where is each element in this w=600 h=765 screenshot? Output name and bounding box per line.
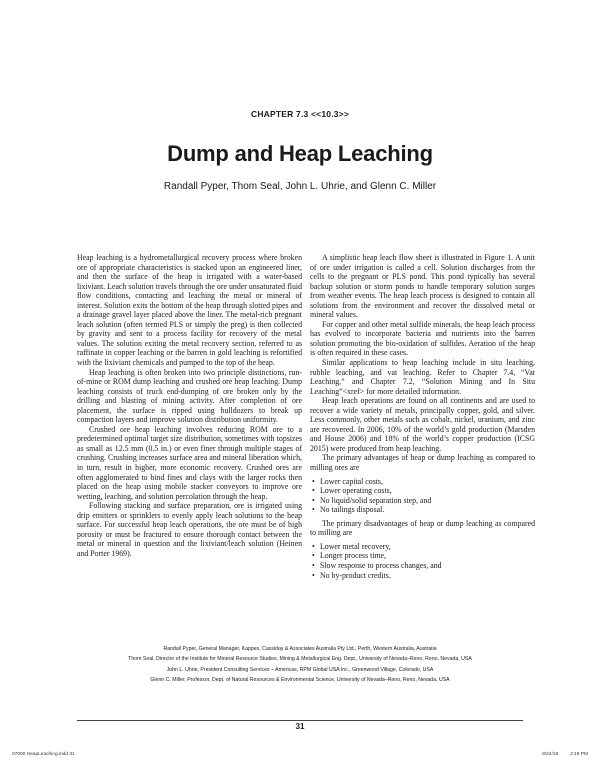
list-item: • Lower capital costs, [310,477,535,487]
right-paragraph-3: Similar applications to heap leaching include in situ leaching, rubble leaching, and vat leaching. Refer to Chapter 7.4, “Vat Leaching,” and Chapter 7.2, “Solution Mining and In Situ Leaching”<xref> for more detailed information. [310,358,535,396]
slug-date: 8/22/18 [542,752,559,757]
list-item: • No by-product credits. [310,571,535,581]
authors-line: Randall Pyper, Thom Seal, John L. Uhrie, and Glenn C. Miller [163,181,437,192]
left-paragraph-2: Heap leaching is often broken into two principle distinctions, run-of-mine or ROM dump leaching and crushed ore heap leaching. Dump leaching consists of truck end-dumping of ore broken only by the drilling and blasting of mining activity. After completion of ore placement, the surface is ripped using bulldozers to break up compaction layers and improve solution distribution uniformity. [77,367,302,425]
right-paragraph-1: A simplistic heap leach flow sheet is illustrated in Figure 1. A unit of ore under irrigation is called a cell. Solution discharges from the cells to the pregnant or PLS pond. This pond typically has several backup solution or storm ponds to handle temporary solution surges from weather events. The heap leach process is designed to contain all solutions from the environment and recover the dissolved metal or mineral values. [310,253,535,320]
footnote: John L. Uhrie, President Consulting Services – Americas, RPM Global USA Inc., Greenwood Village, Colorado, USA [166,666,434,673]
right-paragraph-5: The primary advantages of heap or dump leaching as compared to milling ores are [310,453,535,473]
right-paragraph-6: The primary disadvantages of heap or dump leaching as compared to milling are [310,518,535,538]
list-item: • Lower operating costs, [310,486,535,496]
list-item: • No liquid/solid separation step, and [310,496,535,506]
page-number: 31 [295,722,305,731]
footnote: Thom Seal, Director of the Institute for Mineral Resource Studies, Mining & Metallurgical Eng. Dept., University of Nevada–Reno, Reno, Nevada, USA [128,656,472,663]
slug-file: 07000 HeapLeaching.indd 31 [12,752,75,757]
list-item: • No tailings disposal. [310,505,535,515]
footnote: Randall Pyper, General Manager, Kappes, Cassiday & Associates Australia Pty Ltd., Perth, Western Australia, Australia [163,646,437,652]
slug-timestamp [530,752,588,757]
left-paragraph-3: Crushed ore heap leaching involves reducing ROM ore to a predetermined optimal target size distribution, sometimes with topsizes as small as 12.5 mm (0.5 in.) or even finer through multiple stages of crushing. Crushing increases surface area and mineral liberation which, in turn, result in higher, more economic recovery. Crushed ores are often agglomerated to bind fines and clays with the larger rocks then placed on the heap using mobile stacker conveyors to improve ore wetting, leaching, and solution percolation through the heap. [77,424,302,501]
right-paragraph-2: For copper and other metal sulfide minerals, the heap leach process has evolved to incorporate bacteria and nutrients into the barren solution promoting the bio-oxidation of sulfides. Aeration of the heap is often required in these cases. [310,319,535,358]
footer-rule [77,720,523,721]
disadvantages-list [310,542,535,580]
left-paragraph-1: Heap leaching is a hydrometallurgical recovery process where broken ore of appropriate characteristics is stacked upon an engineered liner, and then the surface of the heap is irrigated with a water-based lixiviant. Leach solution travels through the ore under unsaturated fluid flow conditions, contacting and leaching the metal or mineral of interest. Solution exits the bottom of the heap through slotted pipes and a drainage gravel layer placed above the liner. The metal-rich pregnant leach solution (often termed PLS or simply the preg) is then collected by gravity and sent to a process facility for recovery of the metal values. The solution exiting the metal recovery section, referred to as raffinate in copper leaching or the barren in gold leaching is refortified with the lixiviant chemicals and pumped to the top of the heap. [77,253,302,368]
left-column [77,253,302,559]
left-paragraph-4: Following stacking and surface preparation, ore is irrigated using drip emitters or sprinklers to evenly apply leach solutions to the heap surface. For successful heap leach operations, the ore must be of high porosity or must be fractured to ensure thorough contact between the metal or mineral in question and the lixiviant/leach solution (Heinen and Porter 1969). [77,501,302,558]
chapter-label: CHAPTER 7.3 <<10.3>> [250,109,350,119]
list-item: • Lower metal recovery, [310,542,535,552]
right-column [310,253,535,580]
advantages-list [310,477,535,515]
author-footnotes [40,644,560,685]
footnote: Glenn C. Miller, Professor, Dept. of Natural Resources & Environmental Science, University of Nevada–Reno, Reno, Nevada, USA [150,676,450,683]
list-item: • Slow response to process changes, and [310,561,535,571]
list-item: • Longer process time, [310,551,535,561]
right-paragraph-4: Heap leach operations are found on all continents and are used to recover a wide variety of metals, principally copper, gold, and silver. Less commonly, other metals such as cobalt, nickel, uranium, and zinc are recovered. In 2006, 10% of the world’s gold production (Marsden and House 2006) and 18% of the world’s copper production (ICSG 2015) were produced from heap leaching. [310,396,535,453]
page-title: Dump and Heap Leaching [167,141,433,166]
slug-time: 2:19 PM [570,752,588,757]
